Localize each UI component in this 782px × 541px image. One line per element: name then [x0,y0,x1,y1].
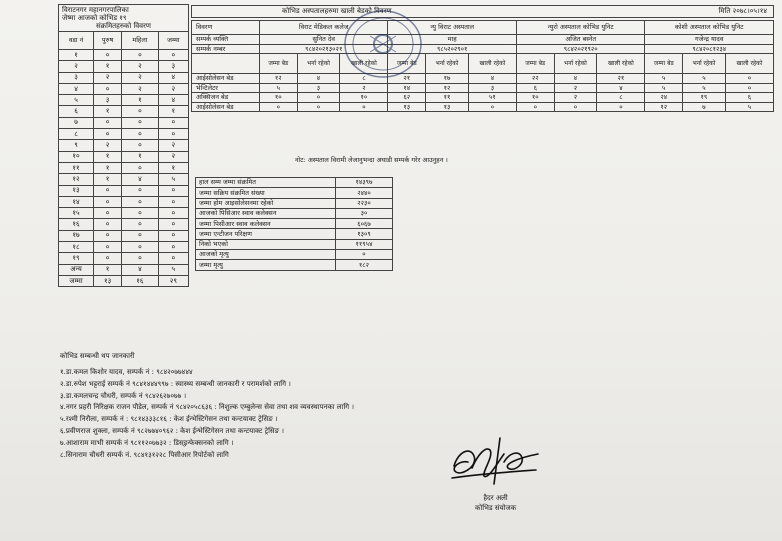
bed-count: ४ [597,83,645,93]
ward-cell: ० [122,129,159,140]
contact-person: माह [388,35,516,45]
summary-row [196,239,393,249]
bed-count: २१ [388,74,426,84]
bed-count: ० [260,102,298,112]
ward-cell: २ [158,151,188,162]
bed-count: १७ [426,74,469,84]
ward-cell: ५ [59,95,94,106]
bed-count: ५ [683,83,726,93]
hospital-note: नोट: अस्पताल विरामी लेजानुभन्दा अघाडी सम्पर्क गरेर आउनुहन । [295,156,448,164]
ward-row [59,162,189,173]
contact-person: गजेन्द्र यादव [645,35,774,45]
ward-row [59,253,189,264]
summary-label: जम्मा मृत्यु [196,260,336,270]
bed-col-header: खाली रहेको [597,54,645,74]
ward-cell: १ [94,106,122,117]
ward-cell: १२ [59,174,94,185]
ward-row [59,140,189,151]
bed-count: ४ [297,74,340,84]
summary-value: १३०९ [336,229,393,239]
ward-row [59,50,189,61]
ward-cell: ० [94,208,122,219]
contact-person: अजित बस्नेत [516,35,644,45]
bed-count: ४ [554,74,597,84]
ward-cell: २ [94,72,122,83]
bed-count: २१ [597,74,645,84]
bed-count: २ [340,83,388,93]
ward-row [59,95,189,106]
ward-cell: ० [94,242,122,253]
ward-cell: १६ [59,219,94,230]
ward-cell: १ [158,162,188,173]
ward-cell: ० [122,196,159,207]
ward-cell: २ [158,83,188,94]
ward-cell: ० [122,219,159,230]
ward-cell: ४ [158,72,188,83]
bed-count: ११ [426,93,469,103]
bed-row [192,74,774,84]
ward-cell: ३ [158,61,188,72]
summary-row [196,229,393,239]
ward-cell: ० [94,196,122,207]
hospital-title-bar [191,5,774,18]
ward-cell: ० [158,219,188,230]
contact-person: सुनित देव [260,35,388,45]
ward-cell: १ [94,151,122,162]
bed-count: ३ [468,83,516,93]
summary-label: जम्मा सक्रिय संक्रमित संख्या [196,188,336,198]
bed-count: ५ [725,102,773,112]
contact-item: १.डा.कमल किशोर यादव, सम्पर्क नं : ९८४२०७७४४४ [60,368,193,376]
ward-cell: ० [122,242,159,253]
ward-cell: ० [158,50,188,61]
bed-count: ५ [260,83,298,93]
ward-cell: १४ [59,196,94,207]
ward-cell: ० [158,253,188,264]
bed-count: ० [597,102,645,112]
bed-count: ५ [645,74,683,84]
ward-row [59,230,189,241]
ward-row [59,174,189,185]
ward-cell: ५ [158,174,188,185]
summary-value: ११९५४ [336,239,393,249]
bed-count: ५ [645,83,683,93]
ward-cell: १५ [59,208,94,219]
label-contact-person: सम्पर्क व्यक्ति [192,35,260,45]
bed-col-header: भर्ना रहेको [554,54,597,74]
ward-cell: ० [122,117,159,128]
bed-type-label: आईसोलेसन बेड [192,74,260,84]
ward-cell: ४ [59,83,94,94]
ward-cell: १३ [94,275,122,286]
ward-table [58,31,189,287]
summary-value: २४४० [336,188,393,198]
ward-caption-line-2: जेष्मा आजको कोभिड १९ [62,14,127,22]
bed-count: ० [297,93,340,103]
label-contact-number: सम्पर्क नम्बर [192,44,260,54]
bed-count: १० [340,93,388,103]
summary-value: २२३० [336,198,393,208]
blank-cell [192,54,260,74]
ward-cell: १३ [59,185,94,196]
contact-number-row [192,44,774,54]
bed-count: ८ [340,74,388,84]
bed-count: ५ [683,74,726,84]
ward-cell: १९ [59,253,94,264]
ward-cell: २ [122,72,159,83]
bed-row [192,83,774,93]
ward-cell: ० [122,230,159,241]
contact-item: ७.आशाराम माभी सम्पर्क नं ९८११२०७७३२ : डिस्इन्फेक्सनको लागि । [60,438,234,447]
bed-row [192,102,774,112]
ward-cell: १ [94,61,122,72]
ward-row [59,72,189,83]
bed-count: ४ [468,74,516,84]
summary-row [196,219,393,229]
ward-cell: ० [158,230,188,241]
ward-row [59,208,189,219]
ward-cell: १ [94,174,122,185]
contact-number: ९८४२०२१३०२१ [260,44,388,54]
ward-caption-line-1: विराटनगर महानगरपालिका [62,6,129,14]
bed-col-header: भर्ना रहेको [297,54,340,74]
contacts-heading: कोभिड सम्बन्धी थप जानकारी [60,352,135,360]
ward-col-header: वडा नं [59,32,94,50]
ward-row [59,83,189,94]
bed-col-header: भर्ना रहेको [426,54,469,74]
ward-cell: ६ [59,106,94,117]
contact-item: ६.प्रवीणराज शुक्ला, सम्पर्क नं ९८२७७४०९६२ : केश ईन्भेस्टिगेसन तथा कन्टयाक्ट ट्रेसिङ । [60,426,284,435]
ward-col-header: महिला [122,32,159,50]
summary-value: ६०६७ [336,219,393,229]
bed-count: ३ [297,83,340,93]
bed-count: ८ [597,93,645,103]
bed-count: २२ [516,74,554,84]
ward-cell: १ [59,50,94,61]
hospital-name: विराट मेडिकल कलेज [260,21,388,35]
ward-cell: १ [94,162,122,173]
ward-cell: २ [158,140,188,151]
ward-cell: १ [94,264,122,275]
contact-item: ५.रश्मी निरौला, सम्पर्क नं : ९८१४३३३८१६ : केश ईन्भेस्टिगेसन तथा कन्टयाक्ट ट्रेसिङ । [60,415,278,424]
summary-row [196,198,393,208]
ward-cell: ० [158,117,188,128]
ward-cell: ० [122,162,159,173]
bed-row [192,93,774,103]
ward-row [59,185,189,196]
bed-col-header: जम्मा बेड [516,54,554,74]
summary-row [196,208,393,218]
bed-col-header: भर्ना रहेको [683,54,726,74]
summary-label: हाल सम्म जम्मा संक्रमित [196,178,336,188]
ward-cell: ० [158,242,188,253]
ward-cell: १६ [122,275,159,286]
bed-count: २ [554,93,597,103]
hospital-name: कोशी अस्पताल कोभिड युनिट [645,21,774,35]
ward-row [59,242,189,253]
summary-value: ० [336,250,393,260]
contact-item: २.डा.रुपेश भट्टराई सम्पर्क नं ९८४१४४४९९७ : स्वास्थ्य सम्बन्धी जानकारी र परामर्शको लागि । [60,379,291,388]
bed-count: ० [725,83,773,93]
ward-cell: ० [94,230,122,241]
summary-label: आजको मृत्यु [196,250,336,260]
contact-person-row [192,35,774,45]
ward-row [59,61,189,72]
bed-type-label: अक्सिजन बेड [192,93,260,103]
summary-value: ३० [336,208,393,218]
ward-row [59,151,189,162]
ward-cell: ० [158,196,188,207]
ward-caption-line-3: संक्रमितहरुको विवरण [96,22,151,30]
contact-number: ९८५२०२९०१ [388,44,516,54]
ward-cell: जम्मा [59,275,94,286]
report-date: मिति २०७८।०५।१४ [718,7,767,15]
ward-cell: ४ [122,174,159,185]
contact-item: ३.डा.कमलचन्द्र चौधरी, सम्पर्क नं ९८४२६२७०७७ । [60,391,187,400]
ward-row [59,264,189,275]
ward-cell: ० [158,185,188,196]
summary-label: निको भएको [196,239,336,249]
ward-cell: ११ [59,162,94,173]
ward-row [59,117,189,128]
bed-count: ० [725,74,773,84]
contact-item: ८.सिनाराम चौधरी सम्पर्क नं. ९८४१३१२२८ पिसीआर रिपोर्टको लागि [60,450,229,459]
summary-table [195,177,393,271]
ward-cell: ० [122,253,159,264]
bed-col-header: जम्मा बेड [388,54,426,74]
ward-cell: १८ [59,242,94,253]
bed-count: १३ [388,102,426,112]
bed-count: १२ [645,102,683,112]
ward-cell: ० [94,129,122,140]
ward-cell: २ [94,140,122,151]
bed-column-header-row [192,54,774,74]
contact-number: ९८४२०८१२३४ [645,44,774,54]
bed-count: १२ [426,83,469,93]
ward-cell: २ [59,61,94,72]
ward-cell: ४ [158,95,188,106]
ward-row [59,219,189,230]
ward-col-header: पुरुष [94,32,122,50]
ward-cell: १ [122,95,159,106]
contacts-section [60,352,354,461]
summary-label: जम्मा एन्टीजन परिक्षण [196,229,336,239]
ward-cell: ३ [59,72,94,83]
ward-row [59,196,189,207]
bed-type-label: भेन्टिलेटर [192,83,260,93]
ward-cell: ५ [158,264,188,275]
ward-cell: ० [94,83,122,94]
summary-row [196,250,393,260]
ward-cell: ० [122,106,159,117]
bed-count: ६ [516,83,554,93]
signer-name: हैदर अली [483,494,508,502]
ward-cell: ० [94,219,122,230]
ward-cell: ० [94,185,122,196]
ward-row [59,106,189,117]
label-header: विवरण [192,21,260,35]
ward-cell: ० [122,140,159,151]
bed-count: १० [260,93,298,103]
bed-count: ० [340,102,388,112]
ward-cell: ० [94,117,122,128]
ward-cell: ८ [59,129,94,140]
bed-count: २४ [645,93,683,103]
ward-col-header: जम्मा [158,32,188,50]
bed-count: १३ [426,102,469,112]
summary-value: १४३९७ [336,178,393,188]
ward-cell: ० [158,208,188,219]
bed-count: ० [297,102,340,112]
ward-cell: ० [122,185,159,196]
ward-cell: ० [122,208,159,219]
contact-number: ९८४२०२१९२० [516,44,644,54]
summary-label: आजको पिसिआर स्वाव कलेक्सन [196,208,336,218]
ward-cell: २ [122,61,159,72]
ward-cell: ० [122,50,159,61]
bed-count: ० [554,102,597,112]
summary-label: जम्मा पिसीआर स्वाव कलेक्सन [196,219,336,229]
ward-caption [58,4,189,31]
bed-count: ० [468,102,516,112]
signer-title: कोभिड संयोजक [475,504,517,512]
bed-count: १४ [388,83,426,93]
ward-cell: ० [94,50,122,61]
ward-cell: २९ [158,275,188,286]
summary-row [196,188,393,198]
bed-count: १२ [260,74,298,84]
ward-cell: ७ [59,117,94,128]
ward-cell: ९ [59,140,94,151]
hospital-bed-table [191,20,774,112]
ward-cell: १ [122,151,159,162]
ward-cell: ० [94,253,122,264]
ward-cell: ३ [94,95,122,106]
ward-cell: अन्य [59,264,94,275]
bed-count: ६२ [388,93,426,103]
signer-block [475,493,516,513]
hospital-name: न्युरो अस्पताल कोभिड युनिट [516,21,644,35]
handwritten-signature [448,432,542,490]
hospital-name: न्यु विराट अस्पताल [388,21,516,35]
summary-value: १८२ [336,260,393,270]
bed-count: २ [554,83,597,93]
summary-row [196,178,393,188]
contact-item: ४.नगर प्रहरी निरिक्षक राजन पौडेल, सम्पर्क नं ९८४२०५८६३६ : निशुल्क एम्बुलेन्स सेवा तथा शव व्यवस्थापनका लागि । [60,403,354,412]
ward-cell: ० [158,129,188,140]
bed-count: ७ [683,102,726,112]
summary-row [196,260,393,270]
ward-row [59,275,189,286]
ward-infection-box [58,4,189,287]
bed-col-header: खाली रहेको [468,54,516,74]
bed-count: १० [516,93,554,103]
bed-col-header: जम्मा बेड [645,54,683,74]
bed-count: १९ [683,93,726,103]
ward-cell: १७ [59,230,94,241]
ward-cell: ४ [122,264,159,275]
summary-label: जम्मा होम आइसोलेसनमा रहेको [196,198,336,208]
bed-count: ५१ [468,93,516,103]
hospital-table-title: कोभिड अस्पतालहरुमा खाली बेडको विवरण [282,7,392,15]
bed-col-header: खाली रहेको [340,54,388,74]
bed-col-header: खाली रहेको [725,54,773,74]
bed-count: ० [516,102,554,112]
contacts-list [60,367,354,461]
ward-cell: १० [59,151,94,162]
bed-col-header: जम्मा बेड [260,54,298,74]
ward-row [59,129,189,140]
ward-cell: २ [122,83,159,94]
hospital-name-row [192,21,774,35]
bed-count: ६ [725,93,773,103]
ward-cell: १ [158,106,188,117]
bed-type-label: आईसोलेसन बेड [192,102,260,112]
